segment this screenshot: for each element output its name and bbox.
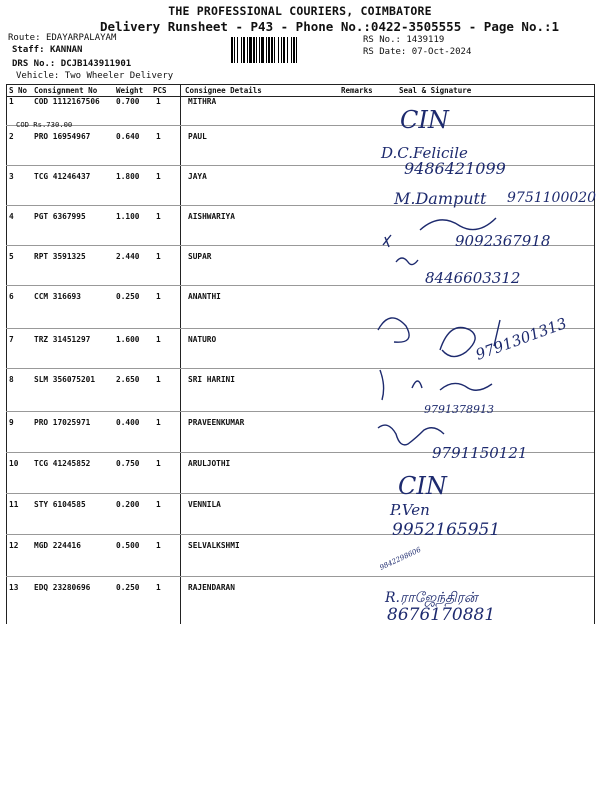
rs-date-value: 07-Oct-2024 xyxy=(411,47,472,57)
table-row xyxy=(6,212,594,252)
cell-consignment-no: COD 1112167506 xyxy=(34,97,100,106)
cell-weight: 1.600 xyxy=(116,335,140,344)
cell-sno: 10 xyxy=(9,459,19,468)
handwritten-phone-5: 8446603312 xyxy=(425,269,521,287)
handwritten-phone-4: 9092367918 xyxy=(455,232,551,250)
handwritten-signature-11: P.Ven xyxy=(390,501,430,519)
cell-pcs: 1 xyxy=(156,541,161,550)
cell-consignment-no: EDQ 23280696 xyxy=(34,583,91,592)
handwritten-signature-2: D.C.Felicile xyxy=(381,144,468,162)
row-divider xyxy=(6,328,594,329)
cell-consignment-no: SLM 356075201 xyxy=(34,375,96,384)
cell-sno: 11 xyxy=(9,500,19,509)
table-row xyxy=(6,97,594,137)
cell-sno: 8 xyxy=(9,375,14,384)
table-row xyxy=(6,252,594,292)
cell-pcs: 1 xyxy=(156,375,161,384)
row-divider xyxy=(6,452,594,453)
cell-weight: 0.400 xyxy=(116,418,140,427)
col-header-remarks: Remarks xyxy=(341,86,373,95)
handwritten-phone-7: 9791301313 xyxy=(473,314,570,364)
barcode-bar xyxy=(231,37,233,63)
handwritten-phone-11: 9952165951 xyxy=(392,520,501,540)
handwritten-cin-10: CIN xyxy=(398,472,447,500)
cell-consignee: SUPAR xyxy=(188,252,212,261)
cell-consignee: JAYA xyxy=(188,172,207,181)
cell-weight: 2.440 xyxy=(116,252,140,261)
cell-weight: 1.800 xyxy=(116,172,140,181)
table-row xyxy=(6,132,594,172)
drs-line xyxy=(12,59,131,69)
handwritten-signature-13: R.ராஜேந்திரன் xyxy=(385,590,478,606)
cell-pcs: 1 xyxy=(156,97,161,106)
barcode-bar xyxy=(281,37,282,63)
vehicle-label: Vehicle: xyxy=(16,71,65,81)
cell-consignment-no: CCM 316693 xyxy=(34,292,81,301)
cell-pcs: 1 xyxy=(156,335,161,344)
vehicle-value: Two Wheeler Delivery xyxy=(64,71,174,81)
barcode-bar xyxy=(234,37,235,63)
handwritten-phone-2: 9486421099 xyxy=(404,159,506,178)
barcode-bar xyxy=(271,37,273,63)
row-divider xyxy=(6,368,594,369)
row-divider xyxy=(6,285,594,286)
cell-sno: 1 xyxy=(9,97,14,106)
cell-pcs: 1 xyxy=(156,583,161,592)
table-row xyxy=(6,541,594,581)
row-divider xyxy=(6,576,594,577)
col-header-pcs: PCS xyxy=(153,86,167,95)
cell-weight: 0.640 xyxy=(116,132,140,141)
table-row xyxy=(6,172,597,212)
handwritten-phone-9: 9791150121 xyxy=(432,444,528,462)
cell-consignee: ANANTHI xyxy=(188,292,221,301)
cell-consignment-no: PGT 6367995 xyxy=(34,212,86,221)
cell-consignment-no: PRO 16954967 xyxy=(34,132,91,141)
rs-date-line xyxy=(363,47,471,57)
cell-consignee: NATURO xyxy=(188,335,217,344)
rs-no-label: RS No.: xyxy=(363,35,407,45)
barcode-bar xyxy=(293,37,295,63)
barcode-bar xyxy=(247,37,248,63)
handwritten-phone-3: 9751100020 xyxy=(507,190,597,206)
runsheet-title: Delivery Runsheet - P43 - Phone No.:0422-3505555 - Page No.:1 xyxy=(100,19,560,34)
table-top-border xyxy=(6,84,594,85)
col-header-consignee: Consignee Details xyxy=(185,86,262,95)
cell-pcs: 1 xyxy=(156,459,161,468)
cell-pcs: 1 xyxy=(156,252,161,261)
barcode-bar xyxy=(283,37,285,63)
barcode-bar xyxy=(249,37,252,63)
table-row xyxy=(6,583,594,623)
drs-label: DRS No.: xyxy=(12,59,61,69)
staff-line xyxy=(12,45,82,55)
barcode-bar xyxy=(253,37,255,63)
table-row xyxy=(6,335,594,375)
cell-weight: 0.200 xyxy=(116,500,140,509)
barcode-bar xyxy=(287,37,288,63)
cell-sno: 9 xyxy=(9,418,14,427)
handwritten-phone-8: 9791378913 xyxy=(424,403,494,416)
staff-value: KANNAN xyxy=(49,45,83,55)
col-header-weight: Weight xyxy=(116,86,144,95)
cell-pcs: 1 xyxy=(156,500,161,509)
cell-weight: 0.750 xyxy=(116,459,140,468)
cell-consignment-no: MGD 224416 xyxy=(34,541,81,550)
cell-consignment-no: TCG 41246437 xyxy=(34,172,91,181)
cell-weight: 2.650 xyxy=(116,375,140,384)
cell-weight: 0.700 xyxy=(116,97,140,106)
barcode-bar xyxy=(278,37,279,63)
row-divider xyxy=(6,165,594,166)
table-row xyxy=(6,375,594,415)
cell-weight: 0.500 xyxy=(116,541,140,550)
company-name: THE PROFESSIONAL COURIERS, COIMBATORE xyxy=(168,4,432,18)
rs-no-line xyxy=(363,35,444,45)
cell-sno: 3 xyxy=(9,172,14,181)
staff-label: Staff: xyxy=(12,45,50,55)
cell-pcs: 1 xyxy=(156,418,161,427)
row-divider xyxy=(6,125,594,126)
barcode-bar xyxy=(296,37,297,63)
cell-pcs: 1 xyxy=(156,172,161,181)
cell-weight: 1.100 xyxy=(116,212,140,221)
handwritten-signature-3: M.Damputt xyxy=(394,189,487,208)
barcode-bar xyxy=(243,37,245,63)
cell-consignment-no: PRO 17025971 xyxy=(34,418,91,427)
barcode-bar xyxy=(291,37,292,63)
cell-pcs: 1 xyxy=(156,132,161,141)
col-header-consignment: Consignment No xyxy=(34,86,98,95)
barcode-bar xyxy=(241,37,242,63)
cell-sno: 5 xyxy=(9,252,14,261)
cell-sno: 4 xyxy=(9,212,14,221)
cell-sno: 2 xyxy=(9,132,14,141)
cell-sno: 13 xyxy=(9,583,19,592)
row-divider xyxy=(6,205,594,206)
cell-consignee: PRAVEENKUMAR xyxy=(188,418,245,427)
barcode-bar xyxy=(266,37,267,63)
cell-consignee: SRI HARINI xyxy=(188,375,235,384)
cell-sno: 6 xyxy=(9,292,14,301)
route-line xyxy=(8,33,116,43)
handwritten-phone-13: 8676170881 xyxy=(387,605,496,625)
cell-sno: 12 xyxy=(9,541,19,550)
table-row xyxy=(6,292,594,332)
cell-consignment-no: RPT 3591325 xyxy=(34,252,86,261)
barcode-bar xyxy=(259,37,260,63)
vehicle-line xyxy=(16,71,173,81)
barcode-bar xyxy=(256,37,257,63)
barcode-bar xyxy=(261,37,264,63)
cell-weight: 0.250 xyxy=(116,292,140,301)
rs-no-value: 1439119 xyxy=(406,35,445,45)
barcode-bar xyxy=(268,37,270,63)
barcode-bar xyxy=(237,37,238,63)
barcode-image xyxy=(229,37,357,63)
cell-consignment-no: TCG 41245852 xyxy=(34,459,91,468)
cell-consignment-no: STY 6104585 xyxy=(34,500,86,509)
cell-consignee: MITHRA xyxy=(188,97,217,106)
rs-date-label: RS Date: xyxy=(363,47,412,57)
cell-pcs: 1 xyxy=(156,212,161,221)
handwritten-cin-1: CIN xyxy=(400,106,449,134)
cell-weight: 0.250 xyxy=(116,583,140,592)
row-divider xyxy=(6,493,594,494)
cell-pcs: 1 xyxy=(156,292,161,301)
drs-value: DCJB143911901 xyxy=(60,59,132,69)
cell-consignee: AISHWARIYA xyxy=(188,212,235,221)
barcode-bar xyxy=(274,37,275,63)
row-divider xyxy=(6,411,594,412)
row-divider xyxy=(6,534,594,535)
cell-consignee: ARULJOTHI xyxy=(188,459,231,468)
cell-consignee: VENNILA xyxy=(188,500,221,509)
col-header-sno: S No xyxy=(9,86,28,95)
cell-sno: 7 xyxy=(9,335,14,344)
cell-consignee: SELVALKSHMI xyxy=(188,541,240,550)
handwritten-phone-12: 9842298606 xyxy=(378,545,423,572)
col-header-seal-signature: Seal & Signature xyxy=(399,86,472,95)
cell-consignee: PAUL xyxy=(188,132,207,141)
col-border xyxy=(594,84,595,624)
cell-consignee: RAJENDARAN xyxy=(188,583,235,592)
cod-amount-note: COD Rs.730.00 xyxy=(16,120,73,129)
cell-consignment-no: TRZ 31451297 xyxy=(34,335,91,344)
row-divider xyxy=(6,245,594,246)
route-value: EDAYARPALAYAM xyxy=(45,33,117,43)
route-label: Route: xyxy=(8,33,46,43)
